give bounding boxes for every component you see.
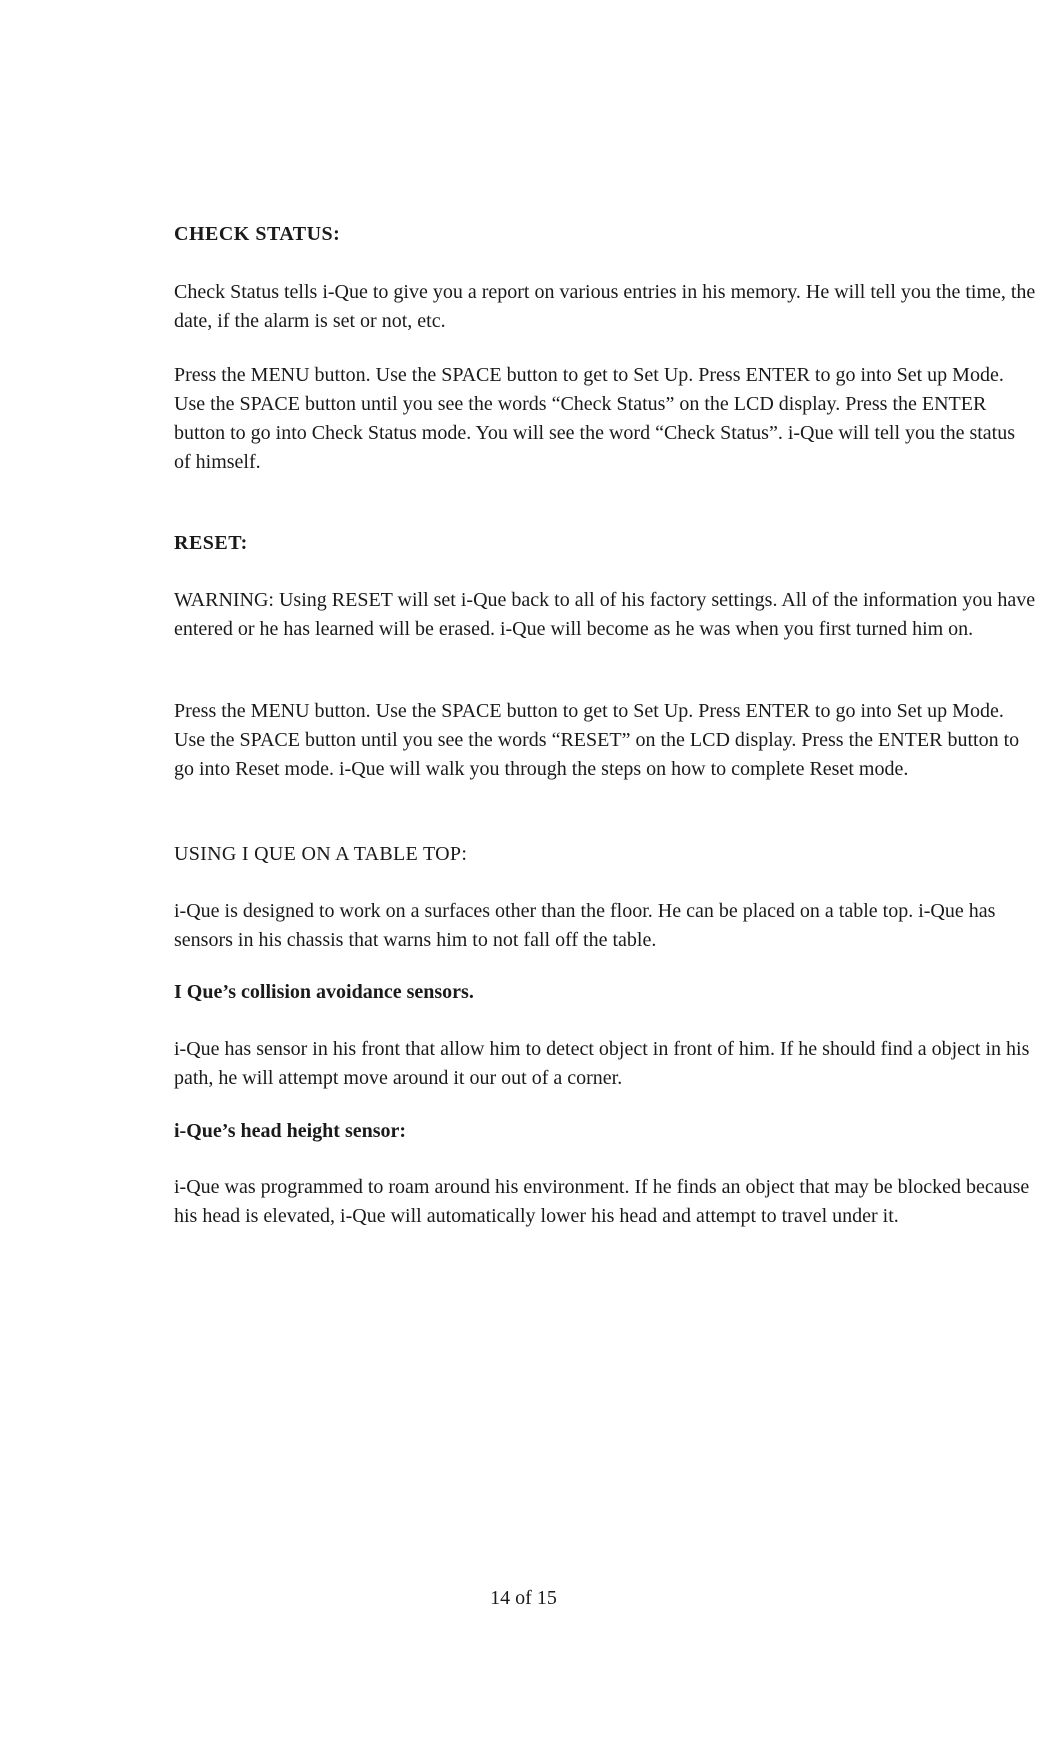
check-status-para2-wrap <box>174 361 1036 477</box>
head-height-heading-wrap <box>174 1120 1036 1143</box>
table-top-para-wrap <box>174 897 1036 955</box>
head-height-heading: i-Que’s head height sensor: <box>174 1120 407 1142</box>
check-status-para1: Check Status tells i-Que to give you a report on various entries in his memory. He will tell you the time, the date, if the alarm is set or not, etc. <box>174 281 1036 332</box>
head-height-para-wrap <box>174 1173 1036 1231</box>
check-status-para1-wrap <box>174 278 1036 336</box>
table-top-heading-wrap <box>174 843 1036 866</box>
reset-para2-wrap <box>174 697 1036 784</box>
reset-section <box>174 532 1036 555</box>
head-height-para: i-Que was programmed to roam around his environment. If he finds an object that may be blocked because his head is elevated, i-Que will automatically lower his head and attempt to travel under it. <box>174 1176 1030 1227</box>
reset-para1-wrap <box>174 586 1036 644</box>
table-top-heading: USING I QUE ON A TABLE TOP: <box>174 843 468 865</box>
table-top-para: i-Que is designed to work on a surfaces other than the floor. He can be placed on a table top. i-Que has sensors in his chassis that warns him to not fall off the table. <box>174 900 996 951</box>
reset-para2: Press the MENU button. Use the SPACE button to get to Set Up. Press ENTER to go into Set up Mode. Use the SPACE button until you see the words “RESET” on the LCD display. Press the ENTER button to go into Reset mode. i-Que will walk you through the steps on how to complete Reset mode. <box>174 700 1020 780</box>
page-number: 14 of 15 <box>490 1587 557 1609</box>
check-status-para2: Press the MENU button. Use the SPACE button to get to Set Up. Press ENTER to go into Set up Mode. Use the SPACE button until you see the words “Check Status” on the LCD display. Press the ENTER button to go into Check Status mode. You will see the word “Check Status”. i-Que will tell you the status of himself. <box>174 364 1016 473</box>
collision-para-wrap <box>174 1035 1036 1093</box>
collision-heading-wrap <box>174 981 1036 1004</box>
collision-para: i-Que has sensor in his front that allow him to detect object in front of him. If he should find a object in his path, he will attempt move around it our out of a corner. <box>174 1038 1030 1089</box>
check-status-heading: CHECK STATUS: <box>174 223 341 245</box>
reset-heading: RESET: <box>174 532 248 554</box>
collision-heading: I Que’s collision avoidance sensors. <box>174 981 474 1003</box>
reset-para1: WARNING: Using RESET will set i-Que back to all of his factory settings. All of the information you have entered or he has learned will be erased. i-Que will become as he was when you first turned him on. <box>174 589 1036 640</box>
check-status-section <box>174 223 1036 246</box>
